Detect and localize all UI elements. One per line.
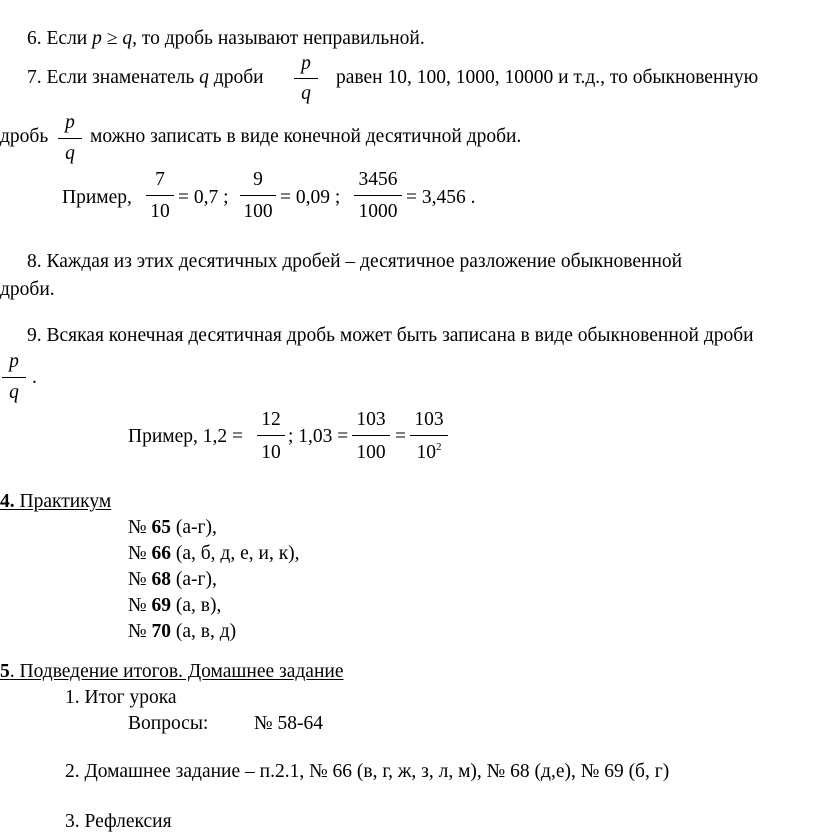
geq-sign: ≥ — [101, 28, 123, 49]
section-5-item-3: 3. Рефлексия — [65, 811, 172, 832]
section-5-number: 5 — [0, 661, 10, 682]
fraction-bar — [58, 138, 82, 139]
example-2-fraction-1: 12 10 — [257, 410, 285, 462]
fraction-numerator: p — [301, 53, 311, 74]
item-8-line1: 8. Каждая из этих десятичных дробей – десятичное разложение обыкновенной — [27, 251, 683, 272]
fraction-denominator: q — [65, 143, 75, 164]
item-6-text: , то дробь называют неправильной. — [132, 28, 425, 49]
task-item: № 66 (а, б, д, е, и, к), — [128, 543, 300, 564]
questions-value: № 58-64 — [254, 713, 323, 734]
item-7-line1-start: 7. Если знаменатель q дроби — [27, 67, 264, 88]
example-2-label: Пример, 1,2 = — [128, 426, 244, 447]
section-5-item-2: 2. Домашнее задание – п.2.1, № 66 (в, г, ж, з, л, м), № 68 (д,е), № 69 (б, г) — [65, 761, 670, 782]
section-5-heading — [0, 662, 343, 682]
example-2-fraction-2: 103 100 — [352, 410, 390, 462]
section-4-title: Практикум — [14, 491, 112, 512]
item-9-fraction-p-over-q: p q — [2, 352, 26, 404]
item-6-number: 6. Если — [27, 28, 93, 49]
fraction-bar — [294, 78, 318, 79]
item-7-fraction-p-over-q-2 — [58, 113, 82, 165]
item-9-line1: 9. Всякая конечная десятичная дробь может быть записана в виде обыкновенной дроби — [27, 325, 754, 346]
task-list — [128, 515, 300, 645]
example-2-mid: ; 1,03 = — [288, 426, 349, 447]
example-1-result-2: = 0,09 ; — [280, 187, 341, 208]
example-1-result-1: = 0,7 ; — [178, 187, 229, 208]
section-5-title: . Подведение итогов. Домашнее задание — [9, 661, 344, 682]
example-2-equals: = — [395, 426, 406, 447]
item-8-line2: дроби. — [0, 279, 55, 300]
example-1-result-3: = 3,456 . — [406, 187, 476, 208]
task-item: № 68 (а-г), — [128, 569, 217, 590]
item-7-line2-start: дробь — [0, 126, 49, 147]
item-7-line1-end: равен 10, 100, 1000, 10000 и т.д., то обыкновенную — [336, 67, 759, 88]
item-9-dot: . — [32, 367, 37, 388]
var-p: p — [92, 28, 102, 49]
var-q: q — [199, 67, 209, 88]
example-1-label: Пример, — [62, 187, 132, 208]
example-2-fraction-3: 103 $10^2$ — [410, 410, 448, 462]
section-4-heading — [0, 492, 111, 512]
task-item: № 65 (а-г), — [128, 517, 217, 538]
section-4-number: 4. — [0, 491, 15, 512]
item-6 — [27, 29, 425, 49]
exponent: 2 — [436, 441, 442, 453]
task-item: № 69 (а, в), — [128, 595, 222, 616]
section-5-item-1: 1. Итог урока — [65, 687, 177, 708]
questions-label: Вопросы: — [128, 713, 209, 734]
var-q: q — [122, 28, 133, 49]
item-7-fraction-p-over-q — [294, 54, 318, 104]
task-item: № 70 (а, в, д) — [128, 621, 237, 642]
example-1-fraction-3: 3456 1000 — [354, 170, 402, 220]
example-1-fraction-2: 9 100 — [240, 170, 276, 220]
fraction-numerator: p — [65, 112, 75, 133]
fraction-denominator: q — [301, 83, 311, 104]
example-1-fraction-1: 7 10 — [146, 170, 174, 220]
item-7-line2-end: можно записать в виде конечной десятичной дроби. — [90, 126, 522, 147]
